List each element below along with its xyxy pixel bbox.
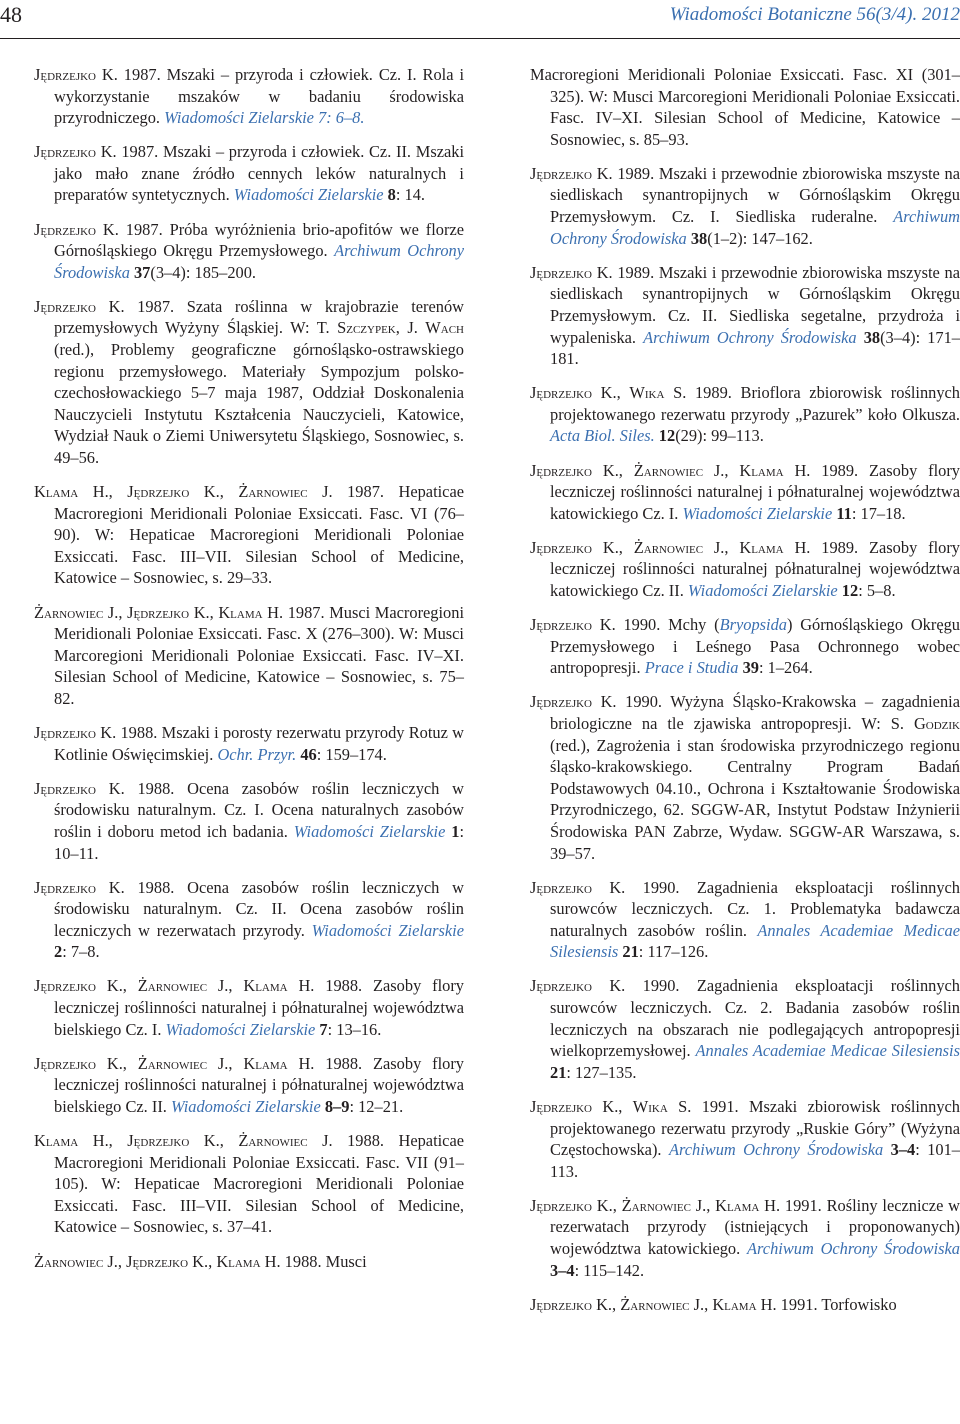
journal-title: Annales Academiae Medicae Silesiensis [695,1041,960,1061]
reference-entry [34,141,464,206]
reference-text: : 7–8. [62,942,100,962]
journal-title: Wiadomości Zielarskie [293,821,446,841]
reference-text: J., [689,1294,713,1314]
reference-text: K., [96,976,138,996]
journal-title: Wiadomości Zielarskie [170,1096,321,1116]
reference-text: J. 1987. Hepaticae Macroregioni Meridionali Poloniae Exsiccati. Fasc. VI (76–90). W: Hepaticae Macroregioni Meridionali Poloniae Exsiccati. Fasc. III–VII. Silesian School of Medicine, Katowice – Sosnowiec, s. 29–33. [54,482,464,588]
reference-entry [34,778,464,864]
reference-text: K., [189,482,239,502]
reference-entry [34,219,464,284]
author-name: Godzik [913,713,960,733]
author-name: Żarnowiec [621,1195,691,1215]
journal-title: Wiadomości Zielarskie [233,185,384,205]
reference-text: : 115–142. [574,1260,645,1280]
journal-title: 7 [313,108,327,128]
reference-entry [530,691,960,864]
author-name: Żarnowiec [137,976,208,996]
author-name: Żarnowiec [238,1131,308,1151]
reference-text: J., [703,460,740,480]
volume-number: 38 [686,228,708,248]
reference-text: K., [592,1195,622,1215]
reference-text: : 117–126. [638,942,709,962]
volume-number: 3–4 [883,1140,916,1160]
page-header [0,0,960,39]
reference-text: J., [703,537,740,557]
reference-entry [34,602,464,710]
volume-number: 11 [832,503,852,523]
reference-text: H. 1989. Zasoby flory leczniczej roślinności naturalnej półnaturalnej województwa katowickiego Cz. II. [550,537,960,600]
reference-text: J., [207,976,244,996]
journal-title: Wiadomości Zielarskie [682,503,833,523]
reference-text: H. 1991. Rośliny lecznicze w rezerwatach przyrody (istniejących i proponowanych) województwa katowickiego. [550,1195,960,1258]
reference-text: : 17–18. [851,503,906,523]
author-name: Żarnowiec [137,1053,208,1073]
volume-number: 3–4 [550,1260,575,1280]
reference-text: H., [78,482,128,502]
volume-number: 37 [129,262,151,282]
reference-entry [530,1294,960,1316]
author-name: Jędrzejko [34,142,96,162]
author-name: Jędrzejko [530,976,592,996]
author-name: Jędrzejko [530,1294,592,1314]
journal-title: Archiwum Ochrony Środowiska [54,241,464,282]
journal-title: Archiwum Ochrony Środowiska [550,207,960,248]
references-column-right [530,64,960,1328]
author-name: Żarnowiec [34,1251,104,1271]
author-name: Jędrzejko [126,1251,189,1271]
reference-text: : 10–11. [54,821,465,863]
reference-text: K. 1990. Mchy ( [592,615,720,635]
reference-text: K., [592,537,634,557]
author-name: Wach [425,318,464,338]
reference-text: K. 1988. Ocena zasobów roślin leczniczych w środowisku naturalnym. Cz. II. Ocena zasobów roślin leczniczych w rezerwatach przyrody. [54,877,464,940]
journal-title: : 6–8. [326,108,365,128]
reference-entry [34,64,464,129]
reference-text: (1–2): 147–162. [707,228,813,248]
reference-text: S. 1991. Mszaki zbiorowisk roślinnych projektowanego rezerwatu przyrody „Ruskie Góry” (Wyżyna Częstochowska). [550,1096,960,1160]
journal-title: Wiadomości Zielarskie [164,108,314,128]
reference-text: : 159–174. [316,744,387,764]
reference-text: K. 1987. Próba wyróżnienia brio-apofitów we florze Górnośląskiego Okręgu Przemysłowego. [54,219,464,261]
reference-text: K., [189,602,219,622]
reference-entry [530,537,960,602]
journal-title: Archiwum Ochrony Środowiska [643,327,857,347]
author-name: Klama [218,602,263,622]
author-name: Wika [632,1096,668,1116]
reference-entry [530,975,960,1083]
author-name: Szczypek [337,318,396,338]
reference-text: J., [690,1195,716,1215]
reference-entry [34,1053,464,1118]
reference-text: H. 1987. Musci Macroregioni Meridionali Poloniae Exsiccati. Fasc. X (276–300). W: Musci Marcoregioni Meridionali Poloniae Exsiccati. Fasc. IV–XI. Silesian School of Medicine, Katowice – Sosnowiec, s. 75–82. [54,602,464,708]
reference-text: K., [96,1053,138,1073]
reference-text: J. 1988. Hepaticae Macroregioni Meridionali Poloniae Exsiccati. Fasc. VII (91–105). W: Hepaticae Macroregioni Meridionali Poloniae Exsiccati. Fasc. III–VII. Silesian School of Medicine, Katowice – Sosnowiec, s. 37–41. [54,1131,464,1237]
author-name: Klama [216,1251,261,1271]
reference-text: , J. [395,318,426,338]
reference-text: : 101–113. [550,1140,960,1181]
author-name: Jędrzejko [530,460,592,480]
author-name: Klama [34,1131,79,1151]
author-name: Żarnowiec [633,537,704,557]
author-name: Jędrzejko [530,1096,592,1116]
reference-entry [530,877,960,963]
reference-text: K., [592,383,630,403]
reference-text: K. 1988. Ocena zasobów roślin leczniczych w środowisku naturalnym. Cz. I. Ocena naturalnych zasobów roślin i doboru metod ich badania. [54,778,464,841]
journal-title: Bryopsida [719,615,787,635]
running-head-journal: Wiadomości Botaniczne 56(3/4). 2012 [669,4,960,25]
author-name: Jędrzejko [127,602,190,622]
author-name: Jędrzejko [127,482,190,502]
volume-number: 21 [618,942,639,962]
reference-text: K., [188,1251,217,1271]
reference-text: K. 1987. Szata roślinna w krajobrazie terenów przemysłowych Wyżyny Śląskiej. W: T. [54,296,464,338]
reference-text: H. 1991. Torfowisko [756,1294,897,1314]
reference-entry [34,722,464,765]
reference-text: : 5–8. [858,580,896,600]
author-name: Jędrzejko [34,219,96,239]
journal-title: Archiwum Ochrony Środowiska [747,1239,960,1258]
reference-entry [34,877,464,963]
volume-number: 39 [738,658,759,678]
reference-entry [34,481,464,589]
reference-entry [34,975,464,1040]
reference-text: ) Górnośląskiego Okręgu Przemysłowego i Leśnego Pasa Ochronnego wobec antropopresji. [550,615,960,678]
author-name: Jędrzejko [34,877,96,897]
author-name: Żarnowiec [633,460,704,480]
reference-entry [530,1195,960,1281]
reference-text: H. 1988. Musci [260,1251,367,1271]
author-name: Jędrzejko [34,723,96,743]
reference-text: : 1–264. [758,658,813,678]
volume-number: 8 [383,185,396,205]
journal-title: Wiadomości Zielarskie [687,580,838,600]
volume-number: 38 [856,327,881,347]
reference-text: J., [207,1053,244,1073]
volume-number: 8–9 [320,1096,350,1116]
reference-text: (29): 99–113. [675,426,764,446]
reference-text: K. 1989. Mszaki i przewodnie zbiorowiska mszyste na siedliskach synantropijnych w Górnośląskim Okręgu Przemysłowym. Cz. I. Siedliska ruderalne. [550,163,960,227]
volume-number: 12 [837,580,859,600]
journal-title: Archiwum Ochrony Środowiska [668,1140,884,1160]
author-name: Jędrzejko [530,383,592,403]
reference-text: K., [592,1096,633,1116]
reference-entry [530,64,960,150]
reference-entry [34,1130,464,1238]
author-name: Klama [243,1053,288,1073]
author-name: Klama [739,460,784,480]
reference-entry [34,296,464,469]
author-name: Jędrzejko [530,537,592,557]
reference-entry [34,1251,464,1273]
reference-entry [530,460,960,525]
reference-text: (3–4): 171–181. [550,327,960,369]
author-name: Wika [629,383,665,403]
volume-number: 1 [445,821,460,841]
reference-text: J., [103,602,128,622]
reference-text: K. 1987. Mszaki – przyroda i człowiek. Cz. I. Rola i wykorzystanie mszaków w badaniu środowiska przyrodniczego. [54,65,464,128]
journal-title: Acta Biol. Siles. [550,426,655,446]
reference-entry [530,163,960,249]
author-name: Klama [243,976,288,996]
reference-text: K., [592,460,634,480]
reference-entry [530,1096,960,1182]
author-name: Jędrzejko [34,976,96,996]
reference-text: (red.), Problemy geograficzne górnośląsko-ostrawskiego regionu przemysłowego. Materiały Sympozjum polsko-czechosłowackiego 5–7 maja 1987, Oddział Doskonalenia Nauczycieli Instytutu Kształcenia Nauczycieli, Katowice, Wydział Nauk o Ziemi Uniwersytetu Śląskiego, Sosnowiec, s. 49–56. [54,340,464,467]
volume-number: 46 [296,744,317,764]
reference-text: J., [103,1251,127,1271]
journal-title: Prace i Studia [644,658,739,678]
reference-text: : 13–16. [327,1019,382,1039]
author-name: Jędrzejko [530,163,592,183]
references-column-left [34,64,464,1285]
author-name: Żarnowiec [620,1294,690,1314]
reference-text: H. 1988. Zasoby flory leczniczej roślinności naturalnej i półnaturalnej województwa bielskiego Cz. I. [54,976,464,1039]
reference-text: Macroregioni Meridionali Poloniae Exsiccati. Fasc. XI (301–325). W: Musci Marcoregioni Meridionali Poloniae Exsiccati. Fasc. IV–XI. Silesian School of Medicine, Katowice – Sosnowiec, s. 85–93. [530,65,960,149]
reference-text: : 14. [395,185,425,205]
reference-text: H. 1989. Zasoby flory leczniczej roślinności naturalnej i półnaturalnej województwa katowickiego Cz. I. [550,460,960,523]
volume-number: 12 [654,426,676,446]
reference-text: (3–4): 185–200. [150,262,257,282]
author-name: Klama [712,1294,757,1314]
reference-text: S. 1989. Brioflora zbiorowisk roślinnych projektowanego rezerwatu przyrody „Pazurek” koło Olkusza. [550,383,960,424]
reference-text: K. 1989. Mszaki i przewodnie zbiorowiska mszyste na siedliskach synantropijnych w Górnośląskim Okręgu Przemysłowym. Cz. II. Siedliska segetalne, przydroża i wypaleniska. [550,262,960,347]
author-name: Jędrzejko [34,296,96,316]
reference-text: : 12–21. [349,1096,404,1116]
volume-number: 7 [315,1019,328,1039]
author-name: Jędrzejko [34,1053,96,1073]
reference-entry [530,614,960,679]
volume-number: 2 [54,942,63,962]
reference-text: K., [592,1294,621,1314]
author-name: Jędrzejko [34,65,96,84]
journal-title: Annales Academiae Medicae Silesiensis [550,920,960,962]
reference-text: K., [189,1131,239,1151]
page-number: 48 [0,2,22,27]
reference-text: H., [78,1131,128,1151]
author-name: Jędrzejko [34,778,96,798]
author-name: Klama [715,1195,760,1215]
reference-text: : 127–135. [566,1062,637,1082]
reference-text: K. 1990. Zagadnienia eksploatacji roślinnych surowców leczniczych. Cz. 1. Problematyka badawcza naturalnych zasobów roślin. [550,877,960,940]
reference-text: (red.), Zagrożenia i stan środowiska przyrodniczego regionu śląsko-krakowskiego. Centralny Program Badań Podstawowych 04.10., Ochrona i Kształtowanie Środowiska Przyrodniczego, 62. SGGW-AR, Instytut Podstaw Inżynierii Środowiska PAN Zabrze, Wydaw. SGGW-AR Warszawa, s. 39–57. [550,735,960,863]
journal-title: Ochr. Przyr. [217,744,297,764]
author-name: Jędrzejko [530,1195,592,1215]
journal-title: Wiadomości Zielarskie [311,920,464,940]
author-name: Klama [739,537,784,557]
author-name: Jędrzejko [530,692,592,712]
reference-text: K. 1987. Mszaki – przyroda i człowiek. Cz. II. Mszaki jako mało znane źródło cennych leków naturalnych i preparatów syntetycznych. [54,142,464,205]
author-name: Żarnowiec [238,482,308,502]
reference-entry [530,262,960,370]
author-name: Jędrzejko [530,877,592,897]
reference-text: K. 1990. Zagadnienia eksploatacji roślinnych surowców leczniczych. Cz. 2. Badania zasobów roślin leczniczych na obszarach nie podlegających antropopresji wielkoprzemysłowej. [550,976,960,1061]
volume-number: 21 [550,1062,567,1082]
author-name: Żarnowiec [34,602,104,622]
author-name: Klama [34,482,79,502]
journal-title: Wiadomości Zielarskie [165,1019,316,1039]
reference-text: K. 1990. Wyżyna Śląsko-Krakowska – zagadnienia briologiczne na tle zjawiska antropopresji. W: S. [550,692,960,733]
author-name: Jędrzejko [530,615,592,635]
author-name: Jędrzejko [530,262,592,282]
reference-entry [530,382,960,447]
reference-text: H. 1988. Zasoby flory leczniczej roślinności naturalnej i półnaturalnej województwa bielskiego Cz. II. [54,1053,464,1116]
author-name: Jędrzejko [127,1131,190,1151]
reference-text: K. 1988. Mszaki i porosty rezerwatu przyrody Rotuz w Kotlinie Oświęcimskiej. [54,723,464,764]
